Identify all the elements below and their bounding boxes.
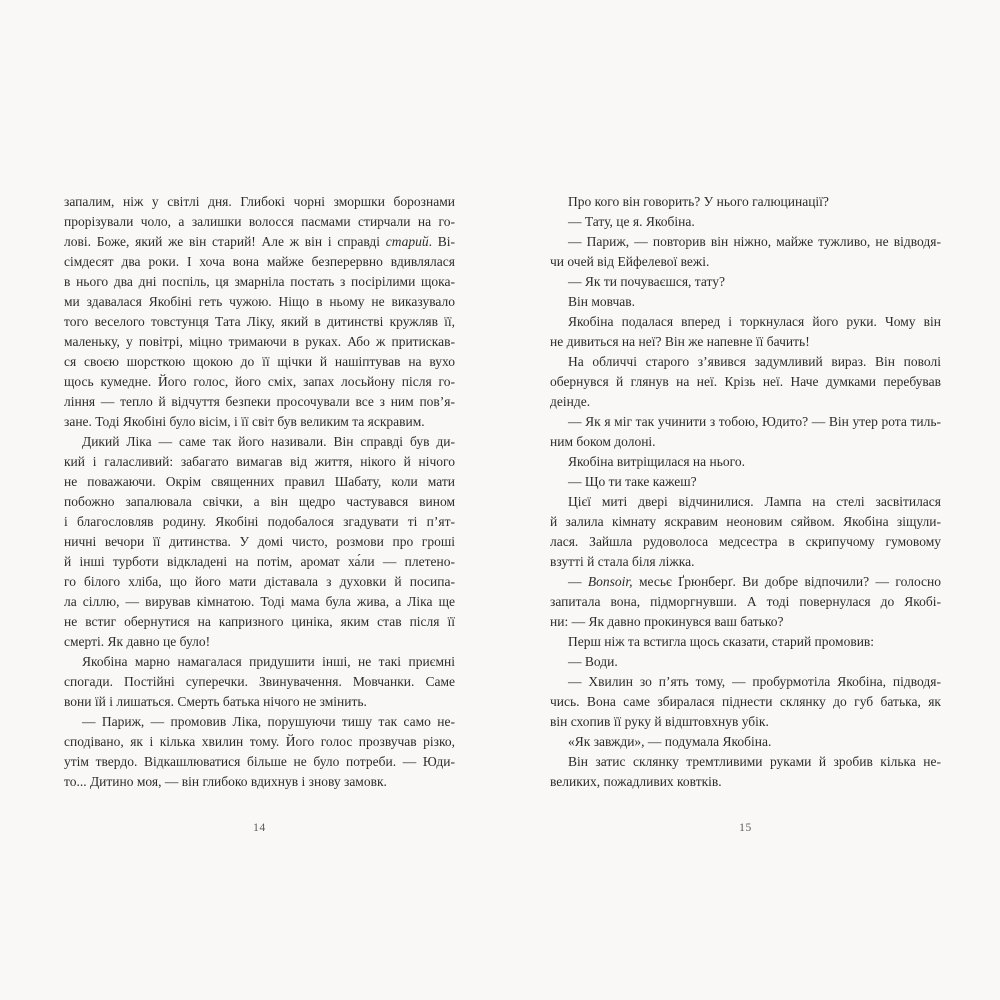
text-line: побожно запалювала свічки, а він щедро частувався вином xyxy=(64,494,455,509)
text-line: маленьку, у повітрі, міцно тримаючи в руках. Або ж притискав- xyxy=(64,334,455,349)
text-line: кий і галасливий: забагато вимагав від життя, нікого й нічого xyxy=(64,454,455,469)
text-line: зане. Тоді Якобіні було вісім, і її світ був великим та яскравим. xyxy=(64,414,425,429)
paragraph xyxy=(550,212,941,232)
paragraph xyxy=(550,732,941,752)
paragraph xyxy=(550,652,941,672)
paragraph xyxy=(64,192,455,432)
text-line: ничні вечори її дитинства. У домі чисто, розмови про гроші xyxy=(64,534,455,549)
text-line: — Хвилин зо п’ять тому, — пробурмотіла Якобіна, підводя- xyxy=(568,674,941,689)
text-line: він схопив її руку й відштовхнув убік. xyxy=(550,714,769,729)
text-line: спогади. Постійні суперечки. Звинувачення. Мовчанки. Саме xyxy=(64,674,455,689)
text-line: чи очей від Ейфелевої вежі. xyxy=(550,254,710,269)
text-line: ла сіллю, — вирував кімнатою. Тоді мама була жива, а Ліка ще xyxy=(64,594,455,609)
text-line: прорізували чоло, а залишки волосся пасмами стирчали на го- xyxy=(64,214,455,229)
paragraph xyxy=(550,492,941,572)
text-line: лові. Боже, який же він старий! Але ж він і справді старий. Ві- xyxy=(64,234,455,249)
text-line: ми здавалася Якобіні геть чужою. Ніщо в ньому не виказувало xyxy=(64,294,455,309)
text-line: Якобіна марно намагалася придушити інші, не такі приємні xyxy=(82,654,455,669)
text-line: — Як я міг так учинити з тобою, Юдито? — Він утер рота тиль- xyxy=(568,414,941,429)
text-line: утім твердо. Відкашлюватися більше не було потреби. — Юди- xyxy=(64,754,455,769)
text-line: ним боком долоні. xyxy=(550,434,656,449)
text-line: великих, пожадливих ковтків. xyxy=(550,774,722,789)
text-line: й інші турботи відкладені на потім, аромат ха́ли — плетено- xyxy=(64,554,455,569)
text-line: На обличчі старого з’явився задумливий вираз. Він поволі xyxy=(568,354,941,369)
paragraph xyxy=(64,712,455,792)
text-line: того веселого товстунця Тата Ліку, який в дитинстві кружляв її, xyxy=(64,314,455,329)
text-line: щось кумедне. Його голос, його сміх, запах лосьйону після го- xyxy=(64,374,455,389)
paragraph xyxy=(550,632,941,652)
text-line: Цієї миті двері відчинилися. Лампа на стелі засвітилася xyxy=(568,494,941,509)
text-line: — Як ти почуваєшся, тату? xyxy=(568,274,725,289)
paragraph xyxy=(550,572,941,632)
page-left xyxy=(64,192,455,834)
text-line: запалим, ніж у світлі дня. Глибокі чорні зморшки борознами xyxy=(64,194,455,209)
text-line: «Як завжди», — подумала Якобіна. xyxy=(568,734,772,749)
text-line: чись. Вона саме збиралася піднести склянку до губ батька, як xyxy=(550,694,941,709)
paragraph xyxy=(550,452,941,472)
text-line: Він мовчав. xyxy=(568,294,636,309)
text-column-left xyxy=(64,192,455,792)
paragraph xyxy=(550,232,941,272)
text-line: не дивиться на неї? Він же напевне її бачить! xyxy=(550,334,810,349)
text-line: ління — тепло й відчуття безпеки просочували все з ним пов’я- xyxy=(64,394,455,409)
paragraph xyxy=(550,672,941,732)
text-line: й залила кімнату яскравим неоновим сяйвом. Якобіна зіщули- xyxy=(550,514,941,529)
page-number-right: 15 xyxy=(739,822,752,834)
text-line: запитала вона, підморгнувши. А тоді повернулася до Якобі- xyxy=(550,594,941,609)
text-line: — Париж, — повторив він ніжно, майже тужливо, не відводя- xyxy=(568,234,941,249)
text-line: Дикий Ліка — саме так його називали. Він справді був ди- xyxy=(82,434,455,449)
paragraph xyxy=(64,432,455,652)
text-line: сімдесят два роки. І хоча вона майже безперервно вдивлялася xyxy=(64,254,455,269)
text-line: Про кого він говорить? У нього галюцинації? xyxy=(568,194,829,209)
text-line: — Води. xyxy=(568,654,618,669)
paragraph xyxy=(550,292,941,312)
page-number-left: 14 xyxy=(253,822,266,834)
text-line: — Bonsoir, месьє Ґрюнберґ. Ви добре відпочили? — голосно xyxy=(568,574,941,589)
text-line: не встиг обернутися на капризного циніка, яким став після її xyxy=(64,614,455,629)
text-line: Якобіна витріщилася на нього. xyxy=(568,454,745,469)
text-line: смерті. Як давно це було! xyxy=(64,634,211,649)
text-line: Перш ніж та встигла щось сказати, старий промовив: xyxy=(568,634,875,649)
paragraph xyxy=(550,312,941,352)
paragraph xyxy=(550,472,941,492)
text-line: і благословляв родину. Якобіні подобалося згадувати ті п’ят- xyxy=(64,514,455,529)
paragraph xyxy=(550,412,941,452)
paragraph xyxy=(550,352,941,412)
text-line: не поважаючи. Окрім священних правил Шабату, коли мати xyxy=(64,474,455,489)
text-line: — Париж, — промовив Ліка, порушуючи тишу так само не- xyxy=(82,714,455,729)
text-line: ся своєю шорсткою щокою до її щічки й нашіптував на вухо xyxy=(64,354,455,369)
page-right xyxy=(550,192,941,834)
paragraph xyxy=(64,652,455,712)
text-line: го білого хліба, що його мати діставала з духовки й посипа- xyxy=(64,574,455,589)
text-line: то... Дитино моя, — він глибоко вдихнув і знову замовк. xyxy=(64,774,387,789)
text-line: ни: — Як давно прокинувся ваш батько? xyxy=(550,614,784,629)
text-line: Він затис склянку тремтливими руками й зробив кілька не- xyxy=(568,754,941,769)
text-line: — Тату, це я. Якобіна. xyxy=(568,214,695,229)
text-line: вони їй і лишаться. Смерть батька нічого не змінить. xyxy=(64,694,367,709)
text-line: в нього два дні поспіль, ця змарніла постать з посірілими щока- xyxy=(64,274,455,289)
text-line: взутті й стала біля ліжка. xyxy=(550,554,695,569)
text-line: обернувся й глянув на неї. Крізь неї. Наче думками перебував xyxy=(550,374,941,389)
text-line: деінде. xyxy=(550,394,591,409)
text-line: сподівано, як і кілька хвилин тому. Його голос прозвучав різко, xyxy=(64,734,455,749)
paragraph xyxy=(550,192,941,212)
text-column-right xyxy=(550,192,941,792)
paragraph xyxy=(550,752,941,792)
text-line: лася. Зайшла рудоволоса медсестра в скрипучому гумовому xyxy=(550,534,941,549)
text-line: — Що ти таке кажеш? xyxy=(568,474,697,489)
paragraph xyxy=(550,272,941,292)
text-line: Якобіна подалася вперед і торкнулася його руки. Чому він xyxy=(568,314,941,329)
